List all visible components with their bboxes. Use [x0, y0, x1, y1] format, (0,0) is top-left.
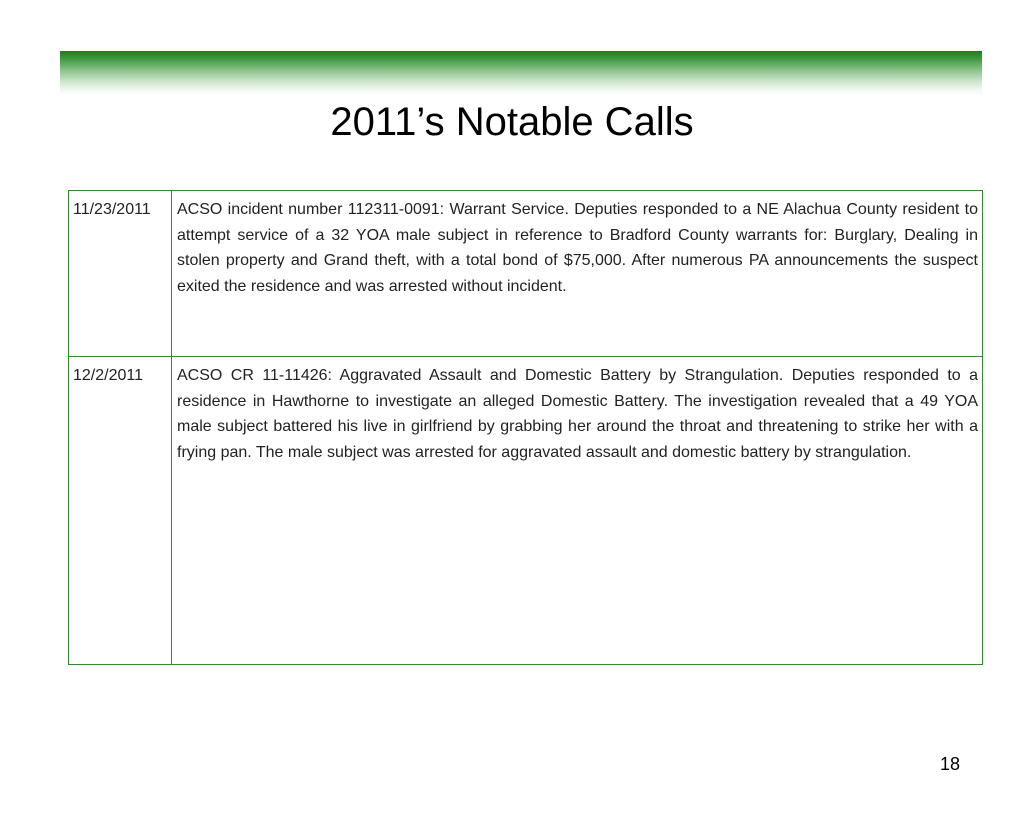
slide-title: 2011’s Notable Calls	[330, 100, 694, 144]
call-date: 11/23/2011	[69, 191, 172, 357]
call-description: ACSO CR 11-11426: Aggravated Assault and Domestic Battery by Strangulation. Deputies responded to a residence in Hawthorne to investigate an alleged Domestic Battery. The investigation revealed that a 49 YOA male subject battered his live in girlfriend by grabbing her around the throat and threatening to strike her with a frying pan. The male subject was arrested for aggravated assault and domestic battery by strangulation.	[172, 357, 983, 665]
notable-calls-table	[68, 190, 983, 665]
page-number: 18	[939, 754, 961, 774]
table-row	[69, 357, 983, 665]
table-row	[69, 191, 983, 357]
call-date: 12/2/2011	[69, 357, 172, 665]
call-description: ACSO incident number 112311-0091: Warrant Service. Deputies responded to a NE Alachua County resident to attempt service of a 32 YOA male subject in reference to Bradford County warrants for: Burglary, Dealing in stolen property and Grand theft, with a total bond of $75,000. After numerous PA announcements the suspect exited the residence and was arrested without incident.	[172, 191, 983, 357]
header-gradient-band	[60, 51, 982, 95]
